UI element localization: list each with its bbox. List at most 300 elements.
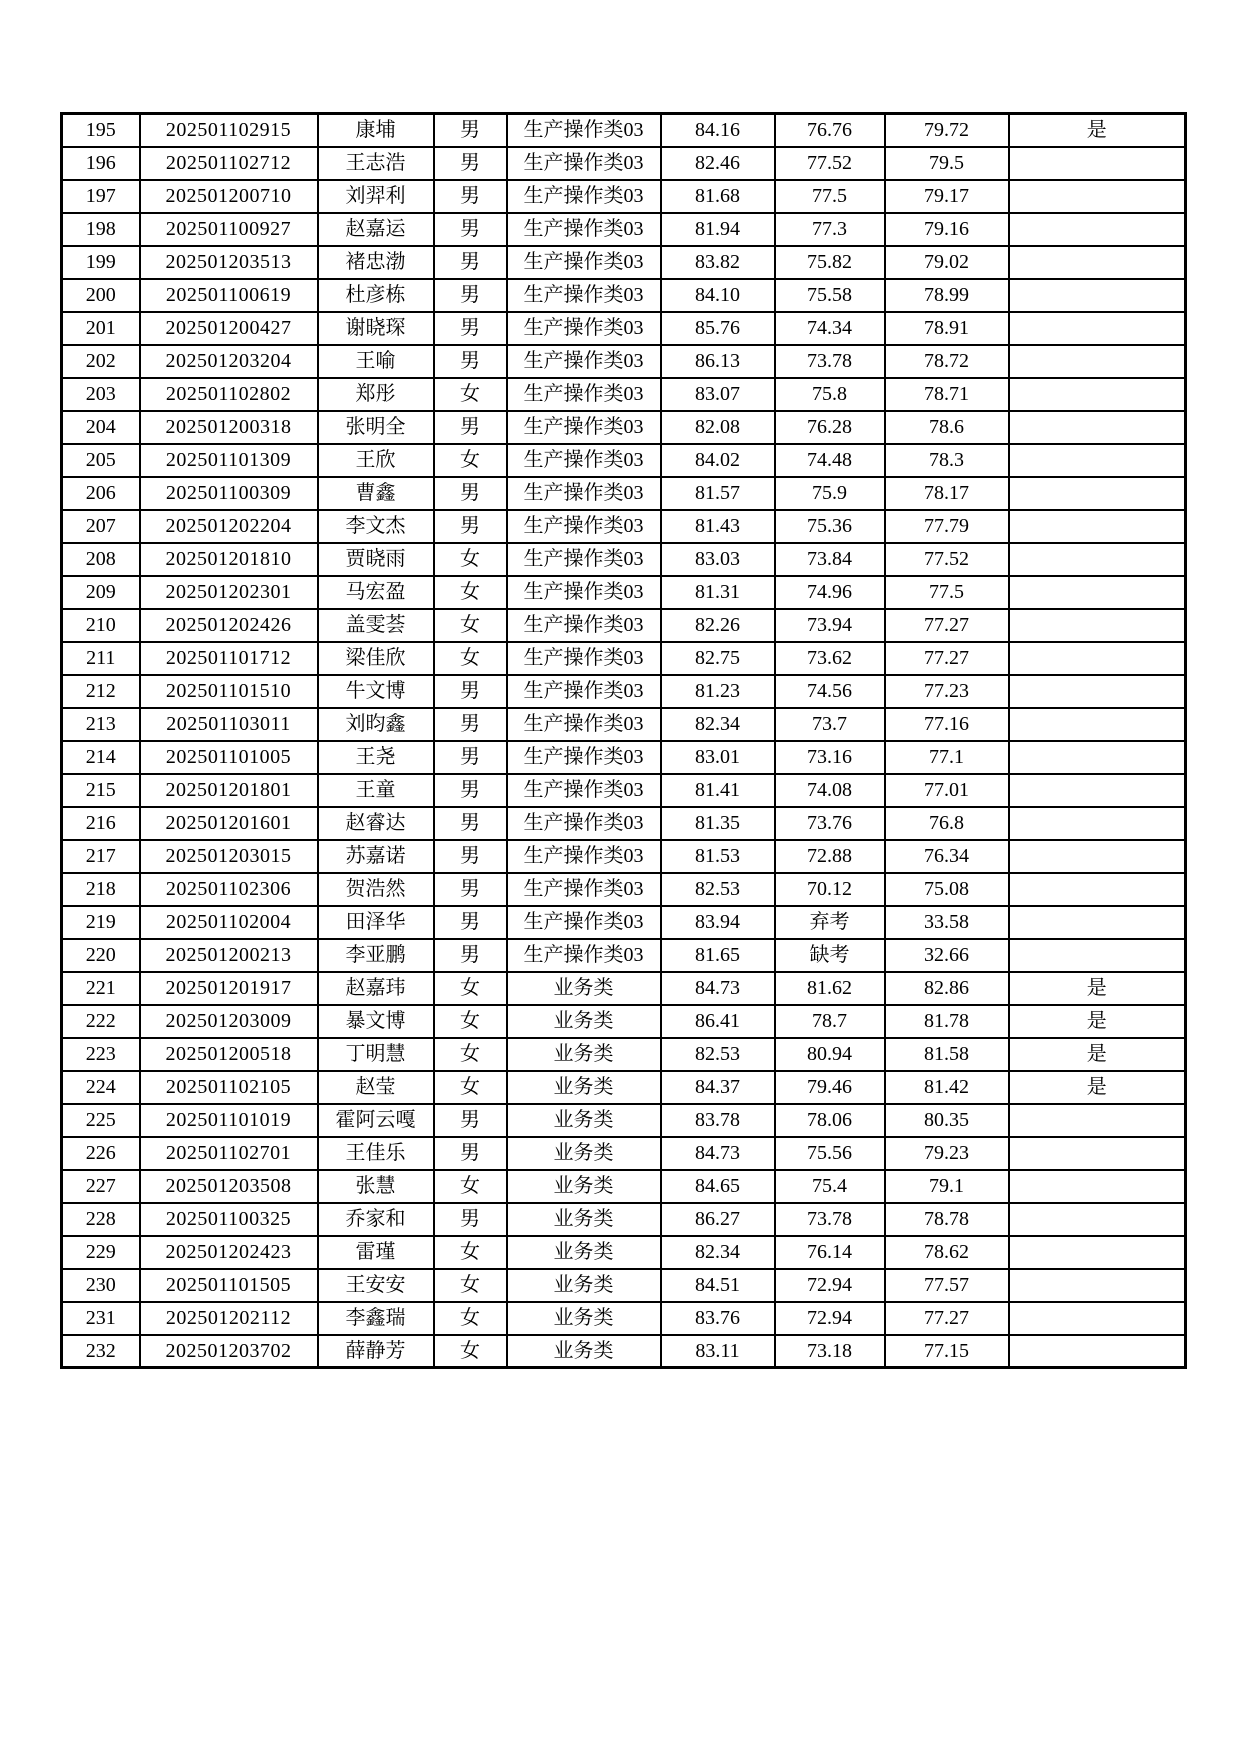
cell-gender: 男	[434, 675, 507, 708]
cell-name: 曹鑫	[318, 477, 434, 510]
cell-gender: 女	[434, 972, 507, 1005]
cell-total-score: 76.8	[885, 807, 1009, 840]
cell-exam-number: 202501102712	[140, 147, 318, 180]
cell-exam-number: 202501203204	[140, 345, 318, 378]
cell-gender: 女	[434, 1302, 507, 1335]
cell-name: 刘昀鑫	[318, 708, 434, 741]
table-row	[62, 1137, 1186, 1170]
cell-exam-number: 202501102915	[140, 114, 318, 147]
cell-written-score: 81.53	[661, 840, 775, 873]
cell-sequence-number: 222	[62, 1005, 140, 1038]
table-row	[62, 246, 1186, 279]
cell-gender: 女	[434, 1335, 507, 1368]
cell-sequence-number: 213	[62, 708, 140, 741]
cell-exam-number: 202501102105	[140, 1071, 318, 1104]
cell-position-category: 生产操作类03	[507, 147, 661, 180]
cell-written-score: 82.08	[661, 411, 775, 444]
cell-sequence-number: 202	[62, 345, 140, 378]
cell-interview-score: 80.94	[775, 1038, 885, 1071]
cell-interview-score: 73.16	[775, 741, 885, 774]
table-row	[62, 972, 1186, 1005]
cell-pass-flag	[1009, 840, 1186, 873]
cell-name: 雷瑾	[318, 1236, 434, 1269]
cell-exam-number: 202501102701	[140, 1137, 318, 1170]
cell-name: 田泽华	[318, 906, 434, 939]
cell-total-score: 33.58	[885, 906, 1009, 939]
cell-total-score: 78.71	[885, 378, 1009, 411]
cell-pass-flag	[1009, 147, 1186, 180]
cell-written-score: 82.34	[661, 1236, 775, 1269]
cell-gender: 男	[434, 114, 507, 147]
cell-gender: 女	[434, 378, 507, 411]
cell-exam-number: 202501201801	[140, 774, 318, 807]
cell-total-score: 79.1	[885, 1170, 1009, 1203]
table-row	[62, 1104, 1186, 1137]
cell-name: 乔家和	[318, 1203, 434, 1236]
cell-written-score: 84.73	[661, 972, 775, 1005]
cell-pass-flag	[1009, 411, 1186, 444]
cell-total-score: 79.5	[885, 147, 1009, 180]
table-row	[62, 675, 1186, 708]
cell-written-score: 85.76	[661, 312, 775, 345]
cell-pass-flag: 是	[1009, 1038, 1186, 1071]
cell-interview-score: 74.56	[775, 675, 885, 708]
cell-name: 贾晓雨	[318, 543, 434, 576]
table-row	[62, 906, 1186, 939]
cell-name: 赵嘉运	[318, 213, 434, 246]
cell-pass-flag	[1009, 1170, 1186, 1203]
cell-sequence-number: 204	[62, 411, 140, 444]
cell-gender: 女	[434, 1236, 507, 1269]
cell-pass-flag	[1009, 741, 1186, 774]
cell-total-score: 78.6	[885, 411, 1009, 444]
cell-interview-score: 74.48	[775, 444, 885, 477]
cell-exam-number: 202501101019	[140, 1104, 318, 1137]
cell-exam-number: 202501203015	[140, 840, 318, 873]
table-row	[62, 1335, 1186, 1368]
cell-exam-number: 202501101309	[140, 444, 318, 477]
cell-interview-score: 77.52	[775, 147, 885, 180]
cell-gender: 女	[434, 1005, 507, 1038]
table-row	[62, 939, 1186, 972]
cell-written-score: 84.73	[661, 1137, 775, 1170]
cell-name: 王安安	[318, 1269, 434, 1302]
cell-interview-score: 76.28	[775, 411, 885, 444]
cell-gender: 男	[434, 147, 507, 180]
table-row	[62, 1005, 1186, 1038]
cell-position-category: 生产操作类03	[507, 741, 661, 774]
cell-total-score: 75.08	[885, 873, 1009, 906]
cell-sequence-number: 224	[62, 1071, 140, 1104]
cell-total-score: 79.02	[885, 246, 1009, 279]
cell-gender: 男	[434, 411, 507, 444]
cell-position-category: 生产操作类03	[507, 873, 661, 906]
cell-written-score: 82.26	[661, 609, 775, 642]
cell-sequence-number: 214	[62, 741, 140, 774]
cell-exam-number: 202501200518	[140, 1038, 318, 1071]
cell-pass-flag	[1009, 1269, 1186, 1302]
cell-gender: 男	[434, 180, 507, 213]
cell-sequence-number: 198	[62, 213, 140, 246]
cell-sequence-number: 211	[62, 642, 140, 675]
cell-interview-score: 76.14	[775, 1236, 885, 1269]
cell-exam-number: 202501201810	[140, 543, 318, 576]
cell-total-score: 82.86	[885, 972, 1009, 1005]
cell-position-category: 生产操作类03	[507, 609, 661, 642]
cell-name: 王佳乐	[318, 1137, 434, 1170]
cell-sequence-number: 232	[62, 1335, 140, 1368]
cell-pass-flag	[1009, 939, 1186, 972]
cell-exam-number: 202501202301	[140, 576, 318, 609]
cell-position-category: 生产操作类03	[507, 807, 661, 840]
cell-gender: 女	[434, 444, 507, 477]
cell-interview-score: 78.06	[775, 1104, 885, 1137]
cell-pass-flag	[1009, 774, 1186, 807]
cell-total-score: 77.16	[885, 708, 1009, 741]
cell-written-score: 82.34	[661, 708, 775, 741]
table-row	[62, 774, 1186, 807]
cell-sequence-number: 201	[62, 312, 140, 345]
cell-position-category: 生产操作类03	[507, 378, 661, 411]
table-row	[62, 543, 1186, 576]
cell-name: 谢晓琛	[318, 312, 434, 345]
cell-total-score: 77.27	[885, 642, 1009, 675]
cell-exam-number: 202501103011	[140, 708, 318, 741]
cell-pass-flag	[1009, 642, 1186, 675]
cell-exam-number: 202501100325	[140, 1203, 318, 1236]
cell-sequence-number: 216	[62, 807, 140, 840]
table-row	[62, 1302, 1186, 1335]
cell-pass-flag	[1009, 510, 1186, 543]
cell-total-score: 79.17	[885, 180, 1009, 213]
cell-written-score: 84.37	[661, 1071, 775, 1104]
cell-pass-flag	[1009, 576, 1186, 609]
cell-interview-score: 73.18	[775, 1335, 885, 1368]
cell-written-score: 86.41	[661, 1005, 775, 1038]
cell-position-category: 生产操作类03	[507, 642, 661, 675]
cell-interview-score: 72.94	[775, 1302, 885, 1335]
cell-interview-score: 73.78	[775, 1203, 885, 1236]
cell-exam-number: 202501100309	[140, 477, 318, 510]
cell-written-score: 81.23	[661, 675, 775, 708]
cell-position-category: 业务类	[507, 1038, 661, 1071]
cell-total-score: 76.34	[885, 840, 1009, 873]
cell-position-category: 业务类	[507, 1203, 661, 1236]
cell-total-score: 79.23	[885, 1137, 1009, 1170]
cell-interview-score: 75.58	[775, 279, 885, 312]
cell-name: 李亚鹏	[318, 939, 434, 972]
cell-written-score: 83.78	[661, 1104, 775, 1137]
cell-written-score: 86.27	[661, 1203, 775, 1236]
cell-interview-score: 75.9	[775, 477, 885, 510]
cell-position-category: 生产操作类03	[507, 939, 661, 972]
cell-total-score: 78.78	[885, 1203, 1009, 1236]
cell-gender: 女	[434, 1269, 507, 1302]
cell-exam-number: 202501101510	[140, 675, 318, 708]
cell-name: 王童	[318, 774, 434, 807]
table-row	[62, 609, 1186, 642]
cell-position-category: 生产操作类03	[507, 576, 661, 609]
cell-position-category: 业务类	[507, 1236, 661, 1269]
cell-gender: 女	[434, 543, 507, 576]
cell-interview-score: 73.84	[775, 543, 885, 576]
cell-interview-score: 70.12	[775, 873, 885, 906]
cell-name: 张明全	[318, 411, 434, 444]
cell-position-category: 生产操作类03	[507, 543, 661, 576]
cell-sequence-number: 206	[62, 477, 140, 510]
cell-written-score: 81.35	[661, 807, 775, 840]
cell-total-score: 77.27	[885, 609, 1009, 642]
table-row	[62, 378, 1186, 411]
cell-name: 刘羿利	[318, 180, 434, 213]
cell-gender: 男	[434, 1203, 507, 1236]
table-row	[62, 807, 1186, 840]
cell-position-category: 业务类	[507, 1302, 661, 1335]
cell-total-score: 77.57	[885, 1269, 1009, 1302]
cell-exam-number: 202501200710	[140, 180, 318, 213]
table-row	[62, 1203, 1186, 1236]
cell-position-category: 生产操作类03	[507, 444, 661, 477]
cell-position-category: 生产操作类03	[507, 246, 661, 279]
cell-position-category: 业务类	[507, 972, 661, 1005]
cell-total-score: 77.27	[885, 1302, 1009, 1335]
cell-name: 郑彤	[318, 378, 434, 411]
cell-written-score: 84.10	[661, 279, 775, 312]
cell-gender: 女	[434, 642, 507, 675]
cell-pass-flag	[1009, 708, 1186, 741]
cell-position-category: 生产操作类03	[507, 840, 661, 873]
cell-pass-flag	[1009, 675, 1186, 708]
cell-pass-flag	[1009, 1335, 1186, 1368]
cell-position-category: 生产操作类03	[507, 675, 661, 708]
cell-gender: 女	[434, 1071, 507, 1104]
cell-sequence-number: 221	[62, 972, 140, 1005]
cell-exam-number: 202501102004	[140, 906, 318, 939]
cell-name: 杜彦栋	[318, 279, 434, 312]
cell-interview-score: 75.82	[775, 246, 885, 279]
table-row	[62, 840, 1186, 873]
cell-position-category: 业务类	[507, 1071, 661, 1104]
cell-sequence-number: 199	[62, 246, 140, 279]
cell-name: 丁明慧	[318, 1038, 434, 1071]
cell-sequence-number: 226	[62, 1137, 140, 1170]
table-row	[62, 642, 1186, 675]
cell-written-score: 84.65	[661, 1170, 775, 1203]
cell-position-category: 业务类	[507, 1170, 661, 1203]
cell-written-score: 83.07	[661, 378, 775, 411]
cell-interview-score: 73.62	[775, 642, 885, 675]
cell-interview-score: 73.76	[775, 807, 885, 840]
results-table	[60, 112, 1187, 1369]
cell-total-score: 77.01	[885, 774, 1009, 807]
cell-total-score: 81.58	[885, 1038, 1009, 1071]
cell-total-score: 77.52	[885, 543, 1009, 576]
cell-name: 李文杰	[318, 510, 434, 543]
cell-total-score: 78.62	[885, 1236, 1009, 1269]
cell-name: 王志浩	[318, 147, 434, 180]
cell-total-score: 32.66	[885, 939, 1009, 972]
cell-gender: 男	[434, 279, 507, 312]
table-row	[62, 147, 1186, 180]
cell-pass-flag	[1009, 279, 1186, 312]
cell-sequence-number: 225	[62, 1104, 140, 1137]
cell-position-category: 生产操作类03	[507, 345, 661, 378]
cell-total-score: 77.5	[885, 576, 1009, 609]
cell-gender: 男	[434, 873, 507, 906]
cell-position-category: 生产操作类03	[507, 411, 661, 444]
results-table-body	[62, 114, 1186, 1368]
cell-total-score: 78.91	[885, 312, 1009, 345]
cell-sequence-number: 227	[62, 1170, 140, 1203]
cell-written-score: 84.16	[661, 114, 775, 147]
cell-sequence-number: 195	[62, 114, 140, 147]
cell-name: 牛文博	[318, 675, 434, 708]
cell-exam-number: 202501100619	[140, 279, 318, 312]
cell-written-score: 83.94	[661, 906, 775, 939]
table-row	[62, 741, 1186, 774]
cell-pass-flag	[1009, 477, 1186, 510]
table-row	[62, 411, 1186, 444]
cell-total-score: 81.78	[885, 1005, 1009, 1038]
cell-total-score: 78.99	[885, 279, 1009, 312]
cell-name: 盖雯荟	[318, 609, 434, 642]
cell-gender: 女	[434, 1170, 507, 1203]
cell-position-category: 生产操作类03	[507, 510, 661, 543]
table-row	[62, 708, 1186, 741]
cell-sequence-number: 218	[62, 873, 140, 906]
cell-pass-flag	[1009, 345, 1186, 378]
cell-name: 梁佳欣	[318, 642, 434, 675]
cell-sequence-number: 203	[62, 378, 140, 411]
cell-sequence-number: 212	[62, 675, 140, 708]
table-row	[62, 1269, 1186, 1302]
cell-pass-flag	[1009, 609, 1186, 642]
cell-written-score: 83.76	[661, 1302, 775, 1335]
cell-pass-flag	[1009, 873, 1186, 906]
cell-pass-flag	[1009, 1302, 1186, 1335]
cell-gender: 男	[434, 477, 507, 510]
cell-exam-number: 202501102306	[140, 873, 318, 906]
cell-gender: 男	[434, 840, 507, 873]
cell-sequence-number: 208	[62, 543, 140, 576]
table-row	[62, 114, 1186, 147]
cell-pass-flag: 是	[1009, 114, 1186, 147]
cell-sequence-number: 197	[62, 180, 140, 213]
cell-exam-number: 202501200427	[140, 312, 318, 345]
cell-interview-score: 75.36	[775, 510, 885, 543]
cell-sequence-number: 230	[62, 1269, 140, 1302]
table-row	[62, 1071, 1186, 1104]
table-row	[62, 510, 1186, 543]
table-row	[62, 1236, 1186, 1269]
cell-gender: 男	[434, 708, 507, 741]
cell-pass-flag: 是	[1009, 1005, 1186, 1038]
cell-written-score: 83.03	[661, 543, 775, 576]
cell-name: 薛静芳	[318, 1335, 434, 1368]
cell-position-category: 业务类	[507, 1005, 661, 1038]
cell-total-score: 78.17	[885, 477, 1009, 510]
cell-pass-flag	[1009, 246, 1186, 279]
cell-gender: 男	[434, 246, 507, 279]
cell-interview-score: 弃考	[775, 906, 885, 939]
cell-written-score: 81.31	[661, 576, 775, 609]
cell-pass-flag	[1009, 180, 1186, 213]
cell-name: 赵嘉玮	[318, 972, 434, 1005]
cell-exam-number: 202501203009	[140, 1005, 318, 1038]
cell-written-score: 81.65	[661, 939, 775, 972]
cell-gender: 男	[434, 774, 507, 807]
cell-written-score: 81.57	[661, 477, 775, 510]
cell-gender: 女	[434, 576, 507, 609]
cell-exam-number: 202501203508	[140, 1170, 318, 1203]
cell-total-score: 78.72	[885, 345, 1009, 378]
cell-sequence-number: 209	[62, 576, 140, 609]
cell-name: 马宏盈	[318, 576, 434, 609]
cell-name: 霍阿云嘎	[318, 1104, 434, 1137]
cell-pass-flag	[1009, 378, 1186, 411]
cell-position-category: 生产操作类03	[507, 114, 661, 147]
table-row	[62, 477, 1186, 510]
cell-exam-number: 202501101005	[140, 741, 318, 774]
cell-pass-flag	[1009, 543, 1186, 576]
cell-pass-flag	[1009, 213, 1186, 246]
cell-sequence-number: 207	[62, 510, 140, 543]
cell-sequence-number: 228	[62, 1203, 140, 1236]
cell-exam-number: 202501202112	[140, 1302, 318, 1335]
cell-position-category: 业务类	[507, 1104, 661, 1137]
cell-position-category: 生产操作类03	[507, 180, 661, 213]
cell-exam-number: 202501101712	[140, 642, 318, 675]
cell-written-score: 82.46	[661, 147, 775, 180]
cell-position-category: 生产操作类03	[507, 774, 661, 807]
cell-name: 李鑫瑞	[318, 1302, 434, 1335]
table-row	[62, 279, 1186, 312]
cell-exam-number: 202501201601	[140, 807, 318, 840]
cell-sequence-number: 210	[62, 609, 140, 642]
table-row	[62, 873, 1186, 906]
cell-sequence-number: 196	[62, 147, 140, 180]
cell-written-score: 83.82	[661, 246, 775, 279]
cell-gender: 男	[434, 213, 507, 246]
cell-interview-score: 74.96	[775, 576, 885, 609]
table-row	[62, 1038, 1186, 1071]
cell-interview-score: 72.94	[775, 1269, 885, 1302]
cell-gender: 女	[434, 1038, 507, 1071]
cell-name: 康埔	[318, 114, 434, 147]
cell-interview-score: 75.4	[775, 1170, 885, 1203]
cell-written-score: 83.01	[661, 741, 775, 774]
cell-name: 暴文博	[318, 1005, 434, 1038]
cell-exam-number: 202501100927	[140, 213, 318, 246]
cell-pass-flag	[1009, 1104, 1186, 1137]
cell-sequence-number: 215	[62, 774, 140, 807]
cell-sequence-number: 200	[62, 279, 140, 312]
cell-sequence-number: 217	[62, 840, 140, 873]
cell-exam-number: 202501101505	[140, 1269, 318, 1302]
cell-pass-flag	[1009, 1203, 1186, 1236]
cell-exam-number: 202501203513	[140, 246, 318, 279]
cell-sequence-number: 205	[62, 444, 140, 477]
cell-written-score: 84.51	[661, 1269, 775, 1302]
cell-pass-flag	[1009, 1236, 1186, 1269]
cell-gender: 男	[434, 345, 507, 378]
cell-pass-flag: 是	[1009, 1071, 1186, 1104]
cell-written-score: 82.53	[661, 873, 775, 906]
cell-total-score: 78.3	[885, 444, 1009, 477]
cell-interview-score: 76.76	[775, 114, 885, 147]
cell-written-score: 86.13	[661, 345, 775, 378]
cell-total-score: 79.16	[885, 213, 1009, 246]
